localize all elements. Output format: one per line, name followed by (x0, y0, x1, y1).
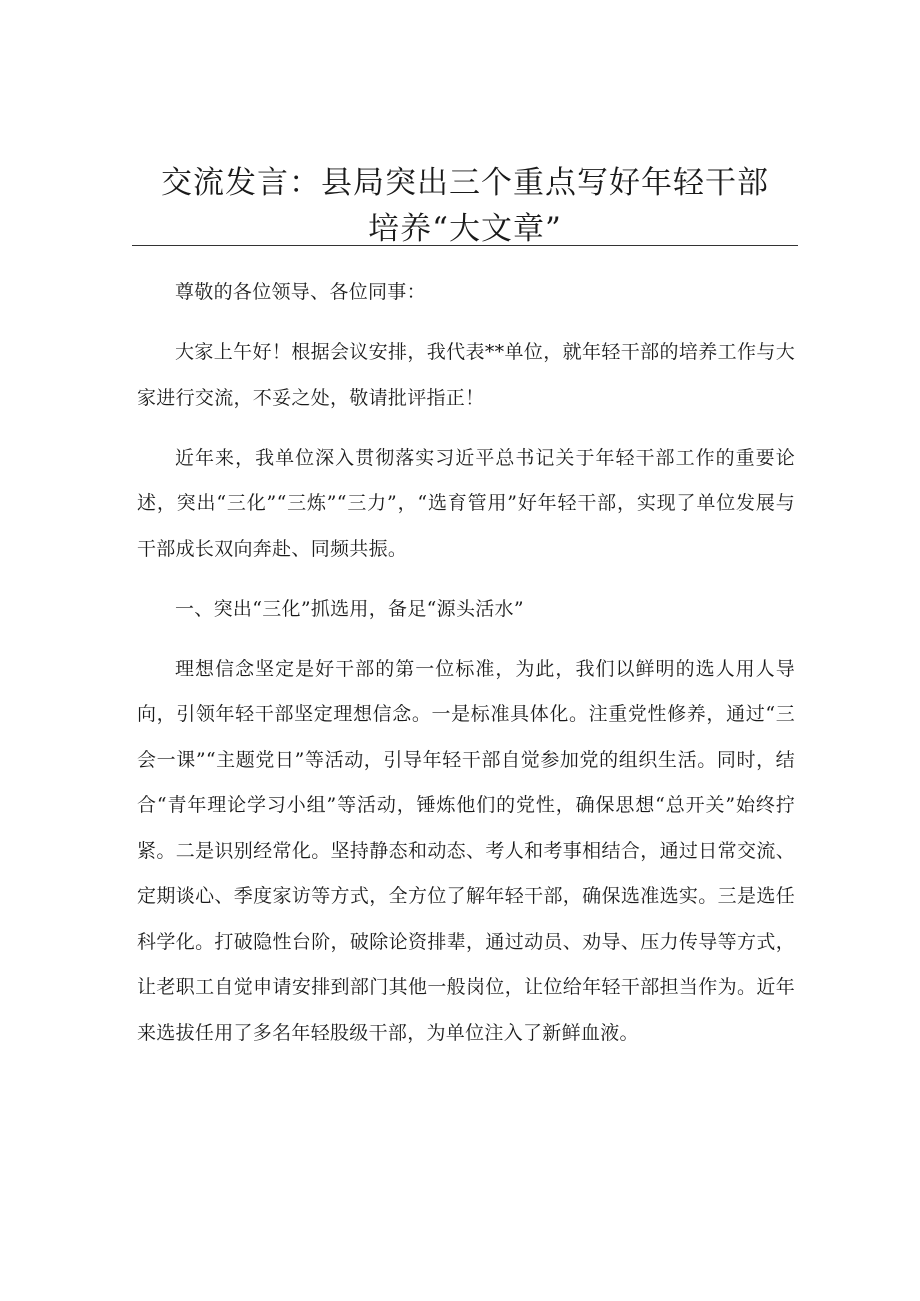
document-body (137, 270, 795, 1071)
paragraph-greeting: 大家上午好！根据会议安排，我代表**单位，就年轻干部的培养工作与大家进行交流，不妥之处，敬请批评指正！ (137, 341, 795, 409)
title-divider (132, 245, 798, 246)
paragraph-intro: 近年来，我单位深入贯彻落实习近平总书记关于年轻干部工作的重要论述，突出“三化”“三炼”“三力”，“选育管用”好年轻干部，实现了单位发展与干部成长双向奔赴、同频共振。 (137, 446, 795, 560)
title-line-1: 交流发言：县局突出三个重点写好年轻干部 (161, 165, 769, 201)
title-line-2: 培养“大文章” (368, 211, 562, 247)
section-body-1: 理想信念坚定是好干部的第一位标准，为此，我们以鲜明的选人用人导向，引领年轻干部坚定理想信念。一是标准具体化。注重党性修养，通过“三会一课”“主题党日”等活动，引导年轻干部自觉参加党的组织生活。同时，结合“青年理论学习小组”等活动，锤炼他们的党性，确保思想“总开关”始终拧紧。二是识别经常化。坚持静态和动态、考人和考事相结合，通过日常交流、定期谈心、季度家访等方式，全方位了解年轻干部，确保选准选实。三是选任科学化。打破隐性台阶，破除论资排辈，通过动员、劝导、压力传导等方式，让老职工自觉申请安排到部门其他一般岗位，让位给年轻干部担当作为。近年来选拔任用了多名年轻股级干部，为单位注入了新鲜血液。 (137, 657, 795, 1044)
salutation: 尊敬的各位领导、各位同事： (175, 281, 426, 303)
section-heading-1: 一、突出“三化”抓选用，备足“源头活水” (175, 597, 524, 620)
document-title (132, 160, 798, 252)
